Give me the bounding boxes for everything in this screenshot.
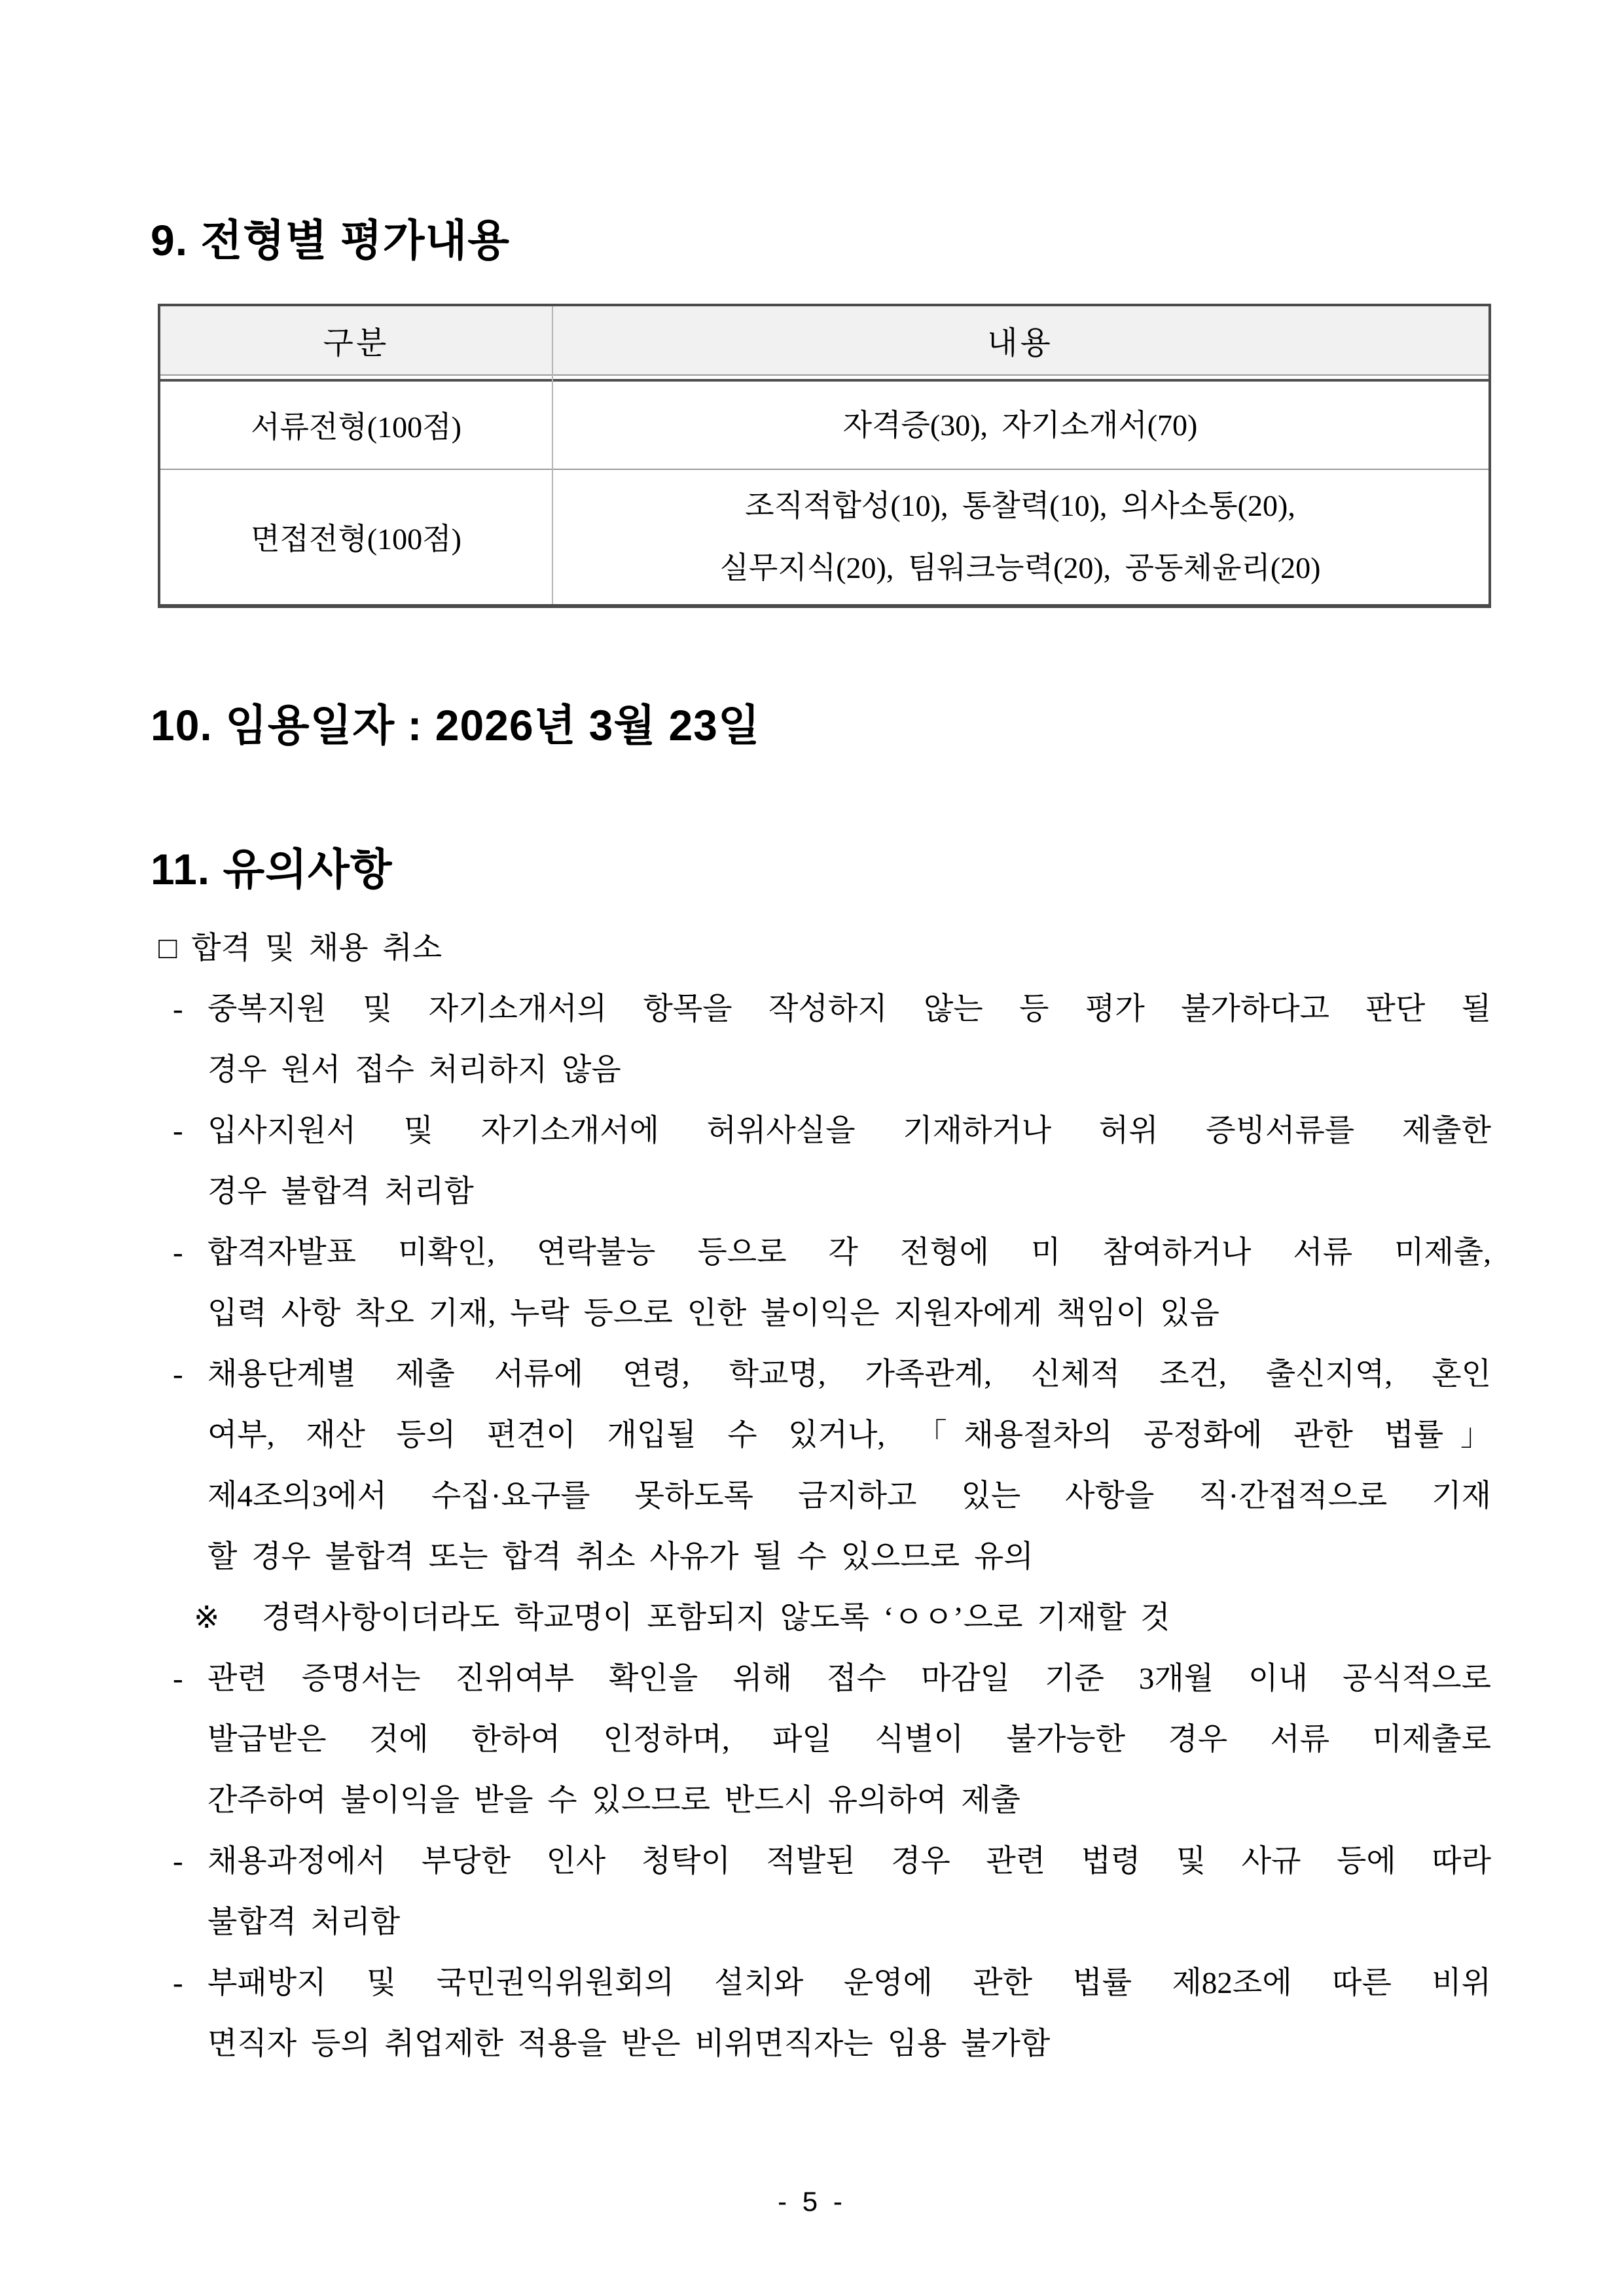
dash-bullet: -: [173, 1235, 183, 1270]
table-cell-content: [552, 382, 1489, 469]
table-content-line: 자격증(30), 자기소개서(70): [842, 408, 1198, 442]
note-line: 제4조의3에서 수집·요구를 못하도록 금지하고 있는 사항을 직·간접적으로 기재: [208, 1479, 1491, 1513]
table-header-category: 구분: [323, 326, 389, 361]
note-line: 여부, 재산 등의 편견이 개입될 수 있거나, 「채용절차의 공정화에 관한 법률」: [208, 1418, 1491, 1452]
note-line: 입력 사항 착오 기재, 누락 등으로 인한 불이익은 지원자에게 책임이 있음: [208, 1296, 1219, 1331]
note-line: 채용과정에서 부당한 인사 청탁이 적발된 경우 관련 법령 및 사규 등에 따라: [208, 1844, 1491, 1878]
table-row: [160, 382, 1489, 470]
note-line: 합격자발표 미확인, 연락불능 등으로 각 전형에 미 참여하거나 서류 미제출,: [208, 1235, 1491, 1270]
note-line: 관련 증명서는 진위여부 확인을 위해 접수 마감일 기준 3개월 이내 공식적으로: [208, 1661, 1491, 1696]
table-content-line: 실무지식(20), 팀워크능력(20), 공동체윤리(20): [719, 551, 1321, 585]
dash-bullet: -: [173, 1965, 183, 2000]
section-9-heading: 9. 전형별 평가내용: [151, 216, 511, 264]
dash-bullet: -: [173, 1113, 183, 1148]
table-header-content: 내용: [987, 326, 1053, 361]
note-line: 할 경우 불합격 또는 합격 취소 사유가 될 수 있으므로 유의: [208, 1539, 1034, 1574]
section-10-heading: 10. 임용일자 : 2026년 3월 23일: [151, 700, 761, 749]
table-content-line: 조직적합성(10), 통찰력(10), 의사소통(20),: [745, 489, 1295, 523]
notes-list: [157, 918, 1491, 2075]
dash-bullet: -: [173, 1661, 183, 1696]
dash-bullet: -: [173, 992, 183, 1026]
table-cell-category: 서류전형(100점): [251, 410, 461, 444]
table-cell-category: 면접전형(100점): [251, 522, 461, 556]
note-line: 경력사항이더라도 학교명이 포함되지 않도록 ‘ㅇㅇ’으로 기재할 것: [262, 1600, 1170, 1635]
table-header-double-rule: [160, 376, 1489, 382]
note-item: [157, 1649, 1491, 1831]
reference-mark-icon: ※: [194, 1600, 220, 1635]
page-number: - 5 -: [778, 2186, 846, 2217]
dash-bullet: -: [173, 1844, 183, 1878]
note-item: [157, 1831, 1491, 1953]
note-item: [157, 1223, 1491, 1344]
note-line: 입사지원서 및 자기소개서에 허위사실을 기재하거나 허위 증빙서류를 제출한: [208, 1113, 1491, 1148]
note-item: [157, 1344, 1491, 1588]
note-line: 발급받은 것에 한하여 인정하며, 파일 식별이 불가능한 경우 서류 미제출로: [208, 1722, 1491, 1757]
table-column-divider: [552, 306, 553, 604]
note-line: 부패방지 및 국민권익위원회의 설치와 운영에 관한 법률 제82조에 따른 비위: [208, 1965, 1491, 2000]
note-line: 중복지원 및 자기소개서의 항목을 작성하지 않는 등 평가 불가하다고 판단 될: [208, 992, 1491, 1026]
note-item: [157, 979, 1491, 1101]
section-11-heading: 11. 유의사항: [151, 844, 393, 893]
notes-subheading: □ 합격 및 채용 취소: [158, 931, 442, 965]
table-row: [160, 470, 1489, 604]
table-header-row: [160, 306, 1489, 376]
note-line: 불합격 처리함: [208, 1905, 401, 1939]
dash-bullet: -: [173, 1357, 183, 1391]
note-line: 면직자 등의 취업제한 적용을 받은 비위면직자는 임용 불가함: [208, 2026, 1051, 2061]
note-line: 경우 불합격 처리함: [208, 1174, 474, 1209]
evaluation-table: [158, 304, 1491, 608]
note-item: [157, 1953, 1491, 2075]
note-item-reference: [157, 1588, 1491, 1649]
note-line: 간주하여 불이익을 받을 수 있으므로 반드시 유의하여 제출: [208, 1783, 1020, 1818]
note-line: 경우 원서 접수 처리하지 않음: [208, 1052, 621, 1087]
table-cell-content: [552, 470, 1489, 604]
note-item: [157, 1101, 1491, 1223]
note-line: 채용단계별 제출 서류에 연령, 학교명, 가족관계, 신체적 조건, 출신지역, 혼인: [208, 1357, 1491, 1391]
